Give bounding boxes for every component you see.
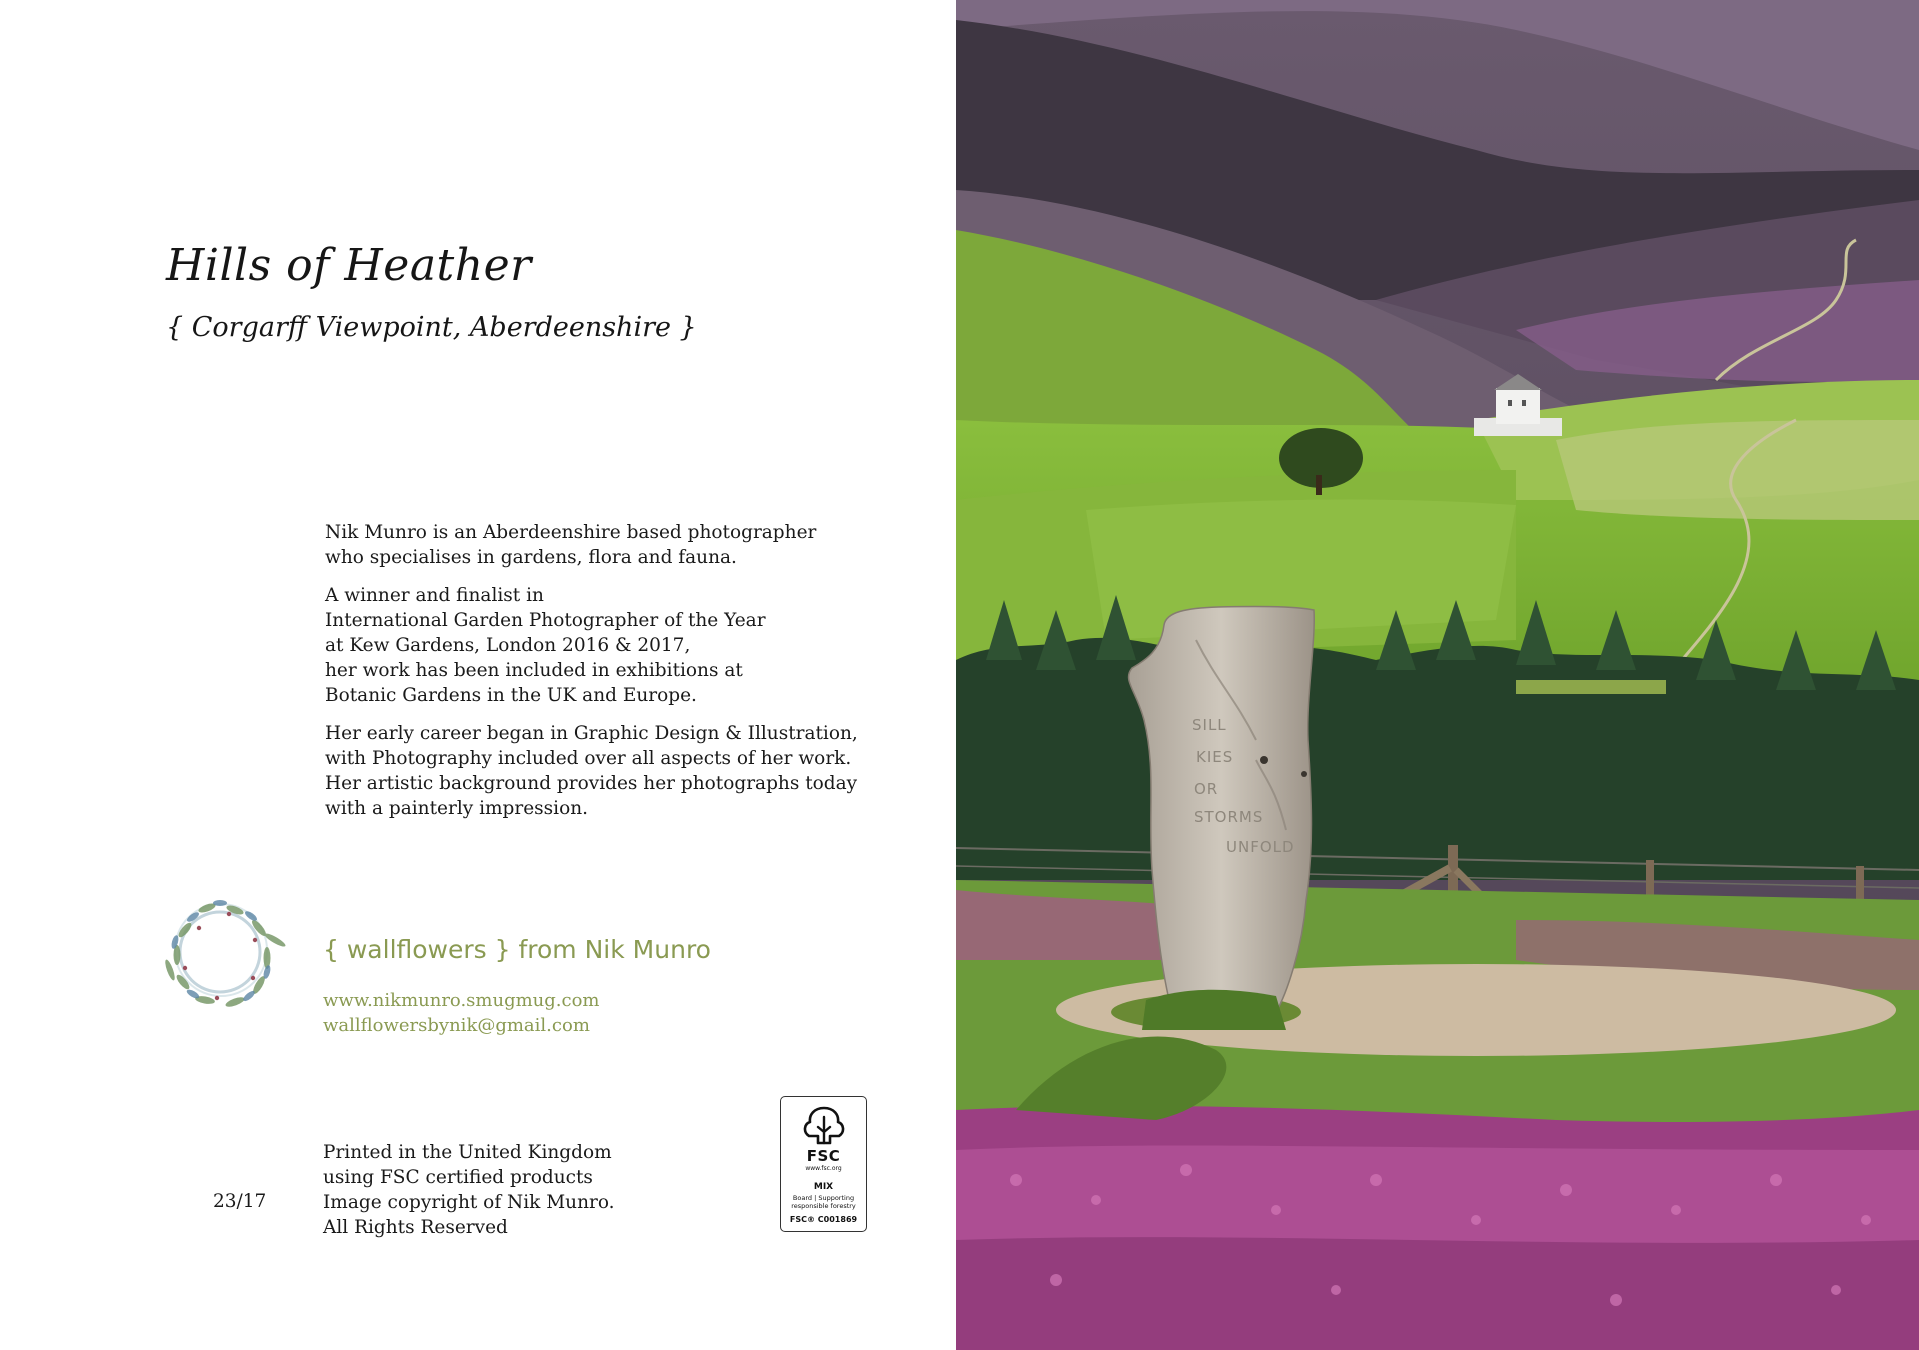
fsc-tree-icon [800,1105,848,1147]
brand-name: { wallflowers } from Nik Munro [323,935,711,964]
svg-text:KIES: KIES [1196,748,1234,766]
fsc-name: FSC [806,1147,841,1165]
bio-paragraph-3: Her early career began in Graphic Design & Illustration, with Photography included over all aspects of her work. Her artistic background provides her photographs today with a painterly impression. [325,723,858,819]
contact-details [323,988,599,1038]
bio-paragraph-2: A winner and finalist in International Garden Photographer of the Year at Kew Gardens, London 2016 & 2017, her work has been included in exhibitions at Botanic Gardens in the UK and Europe. [325,585,766,706]
fsc-website: www.fsc.org [805,1165,842,1172]
email-link[interactable]: wallflowersbynik@gmail.com [323,1015,590,1036]
product-code: 23/17 [213,1191,267,1212]
fsc-description-line: responsible forestry [791,1202,856,1210]
svg-text:SILL: SILL [1192,716,1227,734]
fsc-license-code: FSC® C001869 [789,1215,858,1224]
print-info-line: All Rights Reserved [323,1217,508,1238]
print-info-line: Image copyright of Nik Munro. [323,1192,615,1213]
svg-text:OR: OR [1194,780,1219,798]
fsc-description-line: Board | Supporting [792,1194,855,1202]
card-back-text-panel [0,0,956,1350]
bio-paragraph-1: Nik Munro is an Aberdeenshire based photographer who specialises in gardens, flora and fauna. [325,522,817,568]
website-link[interactable]: www.nikmunro.smugmug.com [323,990,600,1011]
fsc-description [781,1194,866,1210]
fsc-type: MIX [813,1182,834,1192]
svg-text:STORMS: STORMS [1194,808,1264,826]
card-title: Hills of Heather [166,240,532,291]
print-info [323,1140,615,1240]
hills-of-heather-image [956,0,1919,1350]
print-info-line: using FSC certified products [323,1167,593,1188]
print-info-line: Printed in the United Kingdom [323,1142,612,1163]
svg-text:UNFOLD: UNFOLD [1226,838,1295,856]
fsc-certification-label [780,1096,867,1232]
leaf-wreath-icon [155,870,290,1030]
card-subtitle: { Corgarff Viewpoint, Aberdeenshire } [166,312,697,343]
photographer-bio [325,520,915,834]
landscape-photograph [956,0,1919,1350]
